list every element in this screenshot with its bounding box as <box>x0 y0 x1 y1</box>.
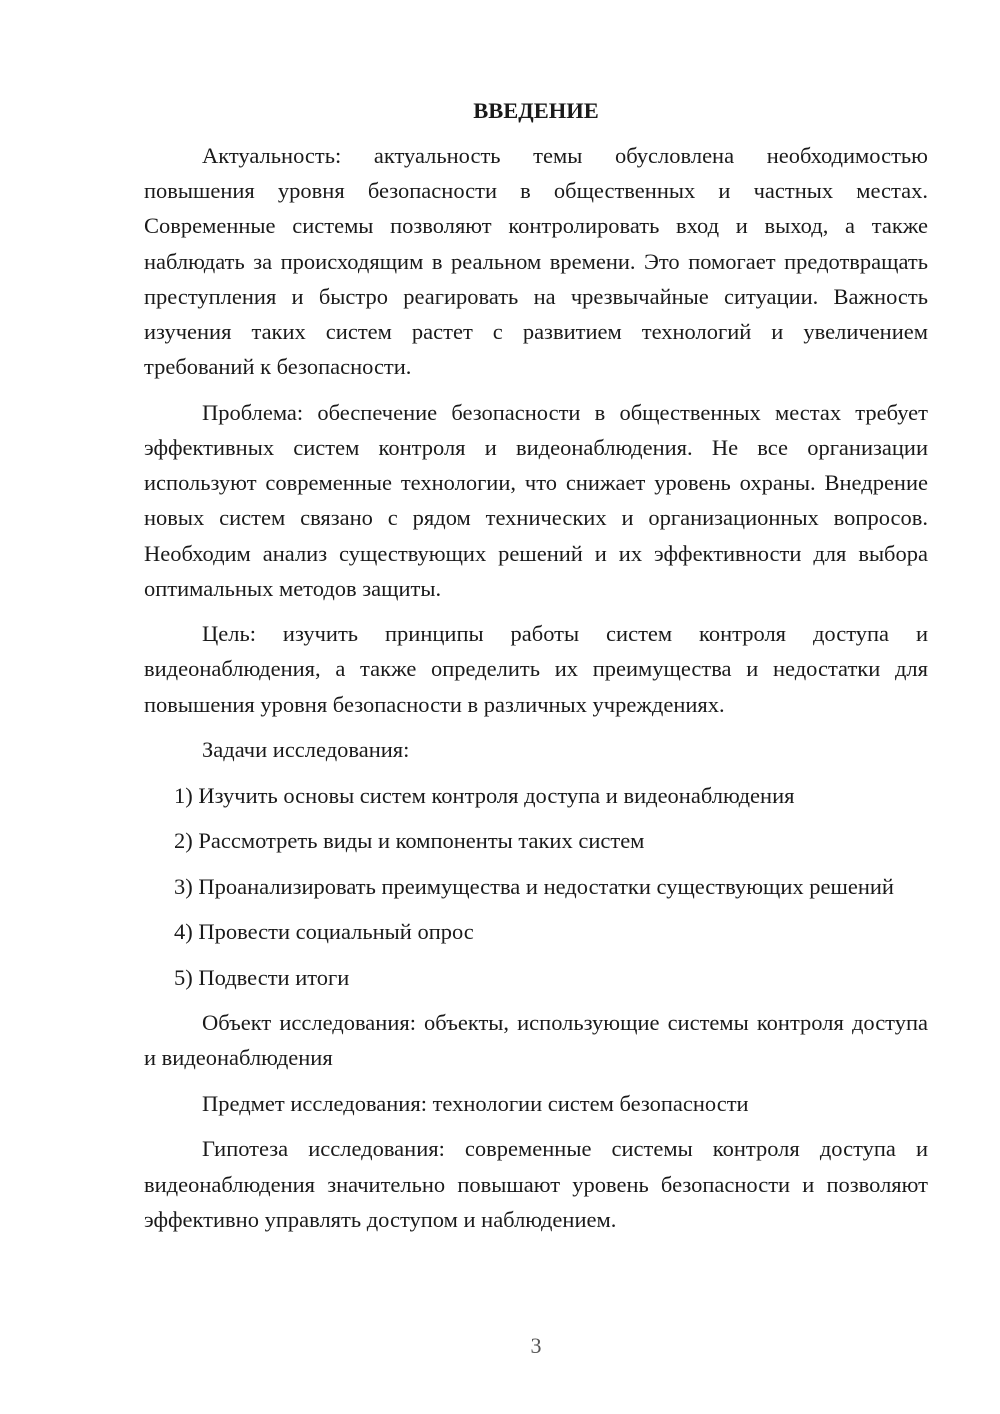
paragraph-goal: Цель: изучить принципы работы систем контроля доступа и видеонаблюдения, а также определить их преимущества и недостатки для повышения уровня безопасности в различных учреждениях. <box>144 621 928 717</box>
paragraph-subject: Предмет исследования: технологии систем безопасности <box>202 1090 749 1116</box>
list-item: 4) Провести социальный опрос <box>174 919 474 945</box>
list-item: 3) Проанализировать преимущества и недостатки существующих решений <box>174 873 894 899</box>
list-item: 2) Рассмотреть виды и компоненты таких систем <box>174 828 645 854</box>
section-title: ВВЕДЕНИЕ <box>473 98 599 123</box>
list-item: 5) Подвести итоги <box>174 964 350 990</box>
page-number: 3 <box>530 1333 542 1358</box>
page-content <box>144 94 928 1247</box>
tasks-list <box>144 778 928 995</box>
paragraph-object: Объект исследования: объекты, использующие системы контроля доступа и видеонаблюдения <box>144 1010 928 1071</box>
paragraph-hypothesis: Гипотеза исследования: современные системы контроля доступа и видеонаблюдения значительно повышают уровень безопасности и позволяют эффективно управлять доступом и наблюдением. <box>144 1136 928 1232</box>
tasks-heading: Задачи исследования: <box>202 737 410 763</box>
paragraph-problem: Проблема: обеспечение безопасности в общественных местах требует эффективных систем контроля и видеонаблюдения. Не все организации используют современные технологии, что снижает уровень охраны. Внедрение новых систем связано с рядом технических и организационных вопросов. Необходим анализ существующих решений и их эффективности для выбора оптимальных методов защиты. <box>144 399 928 601</box>
paragraph-relevance: Актуальность: актуальность темы обусловлена необходимостью повышения уровня безопасности в общественных и частных местах. Современные системы позволяют контролировать вход и выход, а также наблюдать за происходящим в реальном времени. Это помогает предотвращать преступления и быстро реагировать на чрезвычайные ситуации. Важность изучения таких систем растет с развитием технологий и увеличением требований к безопасности. <box>144 143 928 380</box>
list-item: 1) Изучить основы систем контроля доступа и видеонаблюдения <box>174 782 795 808</box>
